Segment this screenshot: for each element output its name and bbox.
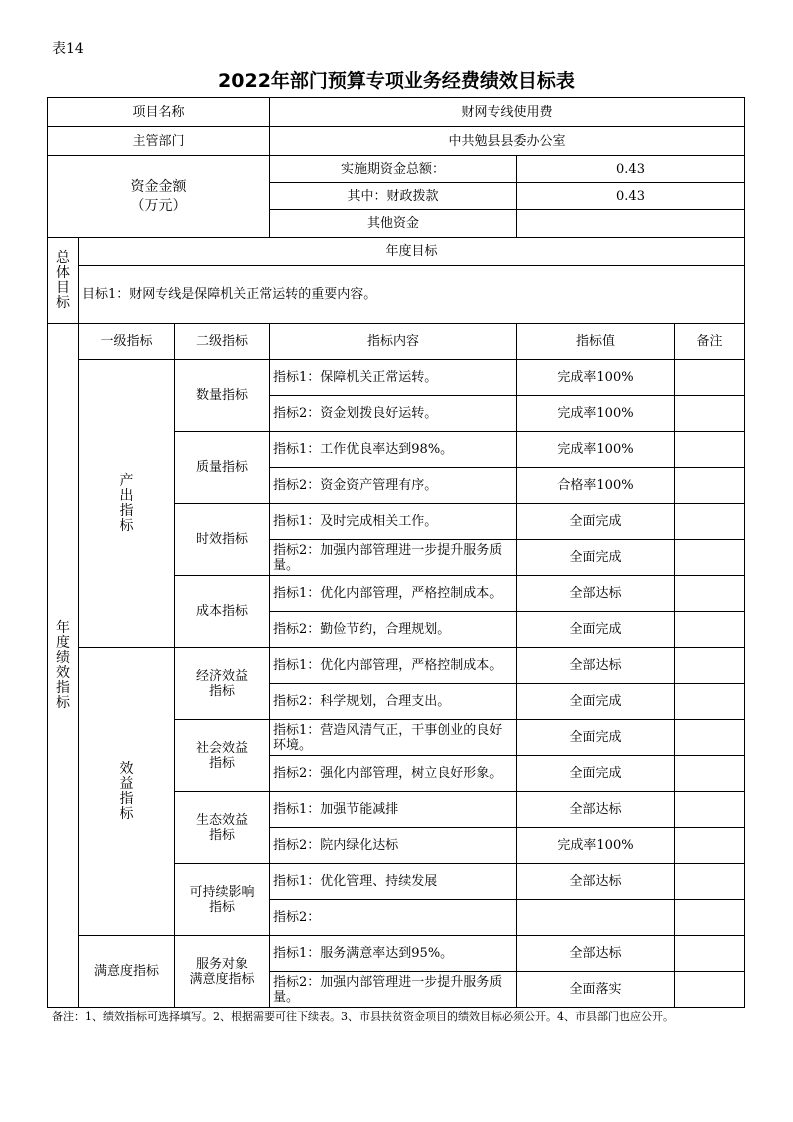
indicator-content: 指标1：保障机关正常运转。 (270, 360, 517, 396)
indicator-remark (675, 828, 745, 864)
indicator-value: 完成率100% (517, 432, 675, 468)
indicator-content: 指标1：加强节能减排 (270, 792, 517, 828)
l2-quantity: 数量指标 (175, 360, 270, 432)
indicator-content: 指标1：及时完成相关工作。 (270, 504, 517, 540)
indicator-value: 全面完成 (517, 612, 675, 648)
indicator-content: 指标1：优化内部管理，严格控制成本。 (270, 576, 517, 612)
indicator-value: 全部达标 (517, 576, 675, 612)
project-row (48, 98, 745, 127)
indicator-remark (675, 432, 745, 468)
overall-content-row (48, 266, 745, 324)
indicator-remark (675, 864, 745, 900)
indicator-value: 全面完成 (517, 720, 675, 756)
indicator-value: 全面完成 (517, 540, 675, 576)
indicator-value: 全面完成 (517, 504, 675, 540)
l2-quality: 质量指标 (175, 432, 270, 504)
funds-other-label: 其他资金 (270, 210, 517, 238)
funds-total-value: 0.43 (517, 156, 745, 183)
indicator-content: 指标2： (270, 900, 517, 936)
indicator-content: 指标2：加强内部管理进一步提升服务质量。 (270, 540, 517, 576)
table-number: 表14 (52, 41, 84, 57)
annual-side-label: 年 度 绩 效 指 标 (48, 324, 79, 1008)
indicator-remark (675, 936, 745, 972)
indicator-value: 全部达标 (517, 792, 675, 828)
indicator-remark (675, 900, 745, 936)
table-row (48, 360, 745, 396)
indicator-value: 完成率100% (517, 828, 675, 864)
indicator-content: 指标2：资金资产管理有序。 (270, 468, 517, 504)
funds-label-line1: 资金金额 (130, 178, 187, 195)
l2-sustain: 可持续影响 指标 (175, 864, 270, 936)
indicator-content: 指标1：优化内部管理，严格控制成本。 (270, 648, 517, 684)
overall-header: 年度目标 (79, 238, 745, 266)
table-row (48, 648, 745, 684)
indicator-content: 指标1：服务满意率达到95%。 (270, 936, 517, 972)
indicator-remark (675, 684, 745, 720)
indicator-content: 指标1：工作优良率达到98%。 (270, 432, 517, 468)
funds-other-value (517, 210, 745, 238)
indicator-content: 指标2：勤俭节约，合理规划。 (270, 612, 517, 648)
funds-total-label: 实施期资金总额： (270, 156, 517, 183)
department-value: 中共勉县县委办公室 (270, 127, 745, 156)
indicator-remark (675, 612, 745, 648)
benefit-label: 效 益 指 标 (79, 648, 175, 936)
department-row (48, 127, 745, 156)
indicator-content: 指标2：院内绿化达标 (270, 828, 517, 864)
indicator-content: 指标1：营造风清气正，干事创业的良好环境。 (270, 720, 517, 756)
indicator-content: 指标2：强化内部管理，树立良好形象。 (270, 756, 517, 792)
funds-fiscal-label: 其中：财政拨款 (270, 183, 517, 210)
department-label: 主管部门 (48, 127, 270, 156)
overall-side-label: 总 体 目 标 (48, 238, 79, 324)
indicator-content: 指标2：科学规划，合理支出。 (270, 684, 517, 720)
indicator-remark (675, 576, 745, 612)
table-row (48, 936, 745, 972)
funds-label-line2: （万元） (130, 197, 187, 214)
page-title: 2022年部门预算专项业务经费绩效目标表 (218, 70, 575, 92)
indicator-value (517, 900, 675, 936)
indicator-remark (675, 504, 745, 540)
header-remark: 备注 (675, 324, 745, 360)
overall-content: 目标1：财网专线是保障机关正常运转的重要内容。 (79, 266, 745, 324)
l2-cost: 成本指标 (175, 576, 270, 648)
indicator-remark (675, 792, 745, 828)
l2-timeliness: 时效指标 (175, 504, 270, 576)
indicator-remark (675, 972, 745, 1008)
indicator-remark (675, 540, 745, 576)
indicator-content: 指标1：优化管理、持续发展 (270, 864, 517, 900)
performance-target-table (47, 97, 745, 1008)
l2-service: 服务对象 满意度指标 (175, 936, 270, 1008)
indicator-value: 全面完成 (517, 756, 675, 792)
overall-header-row (48, 238, 745, 266)
header-value: 指标值 (517, 324, 675, 360)
funds-label (48, 156, 270, 238)
indicator-remark (675, 360, 745, 396)
indicator-value: 全部达标 (517, 936, 675, 972)
indicator-content: 指标2：加强内部管理进一步提升服务质量。 (270, 972, 517, 1008)
indicator-remark (675, 756, 745, 792)
header-level1: 一级指标 (79, 324, 175, 360)
indicator-remark (675, 468, 745, 504)
indicator-value: 全面落实 (517, 972, 675, 1008)
indicator-value: 全部达标 (517, 648, 675, 684)
project-label: 项目名称 (48, 98, 270, 127)
indicator-value: 全部达标 (517, 864, 675, 900)
header-content: 指标内容 (270, 324, 517, 360)
l2-social: 社会效益 指标 (175, 720, 270, 792)
l2-economic: 经济效益 指标 (175, 648, 270, 720)
funds-total-row (48, 156, 745, 183)
output-label: 产 出 指 标 (79, 360, 175, 648)
indicator-value: 完成率100% (517, 396, 675, 432)
funds-fiscal-value: 0.43 (517, 183, 745, 210)
indicator-remark (675, 720, 745, 756)
indicator-remark (675, 648, 745, 684)
satisfaction-label: 满意度指标 (79, 936, 175, 1008)
indicator-value: 完成率100% (517, 360, 675, 396)
indicator-value: 全面完成 (517, 684, 675, 720)
project-value: 财网专线使用费 (270, 98, 745, 127)
footnote: 备注：1、绩效指标可选择填写。2、根据需要可往下续表。3、市县扶贫资金项目的绩效目标必须公开。4、市县部门也应公开。 (52, 1010, 674, 1023)
indicator-remark (675, 396, 745, 432)
annual-header-row (48, 324, 745, 360)
l2-eco: 生态效益 指标 (175, 792, 270, 864)
indicator-content: 指标2：资金划拨良好运转。 (270, 396, 517, 432)
indicator-value: 合格率100% (517, 468, 675, 504)
header-level2: 二级指标 (175, 324, 270, 360)
